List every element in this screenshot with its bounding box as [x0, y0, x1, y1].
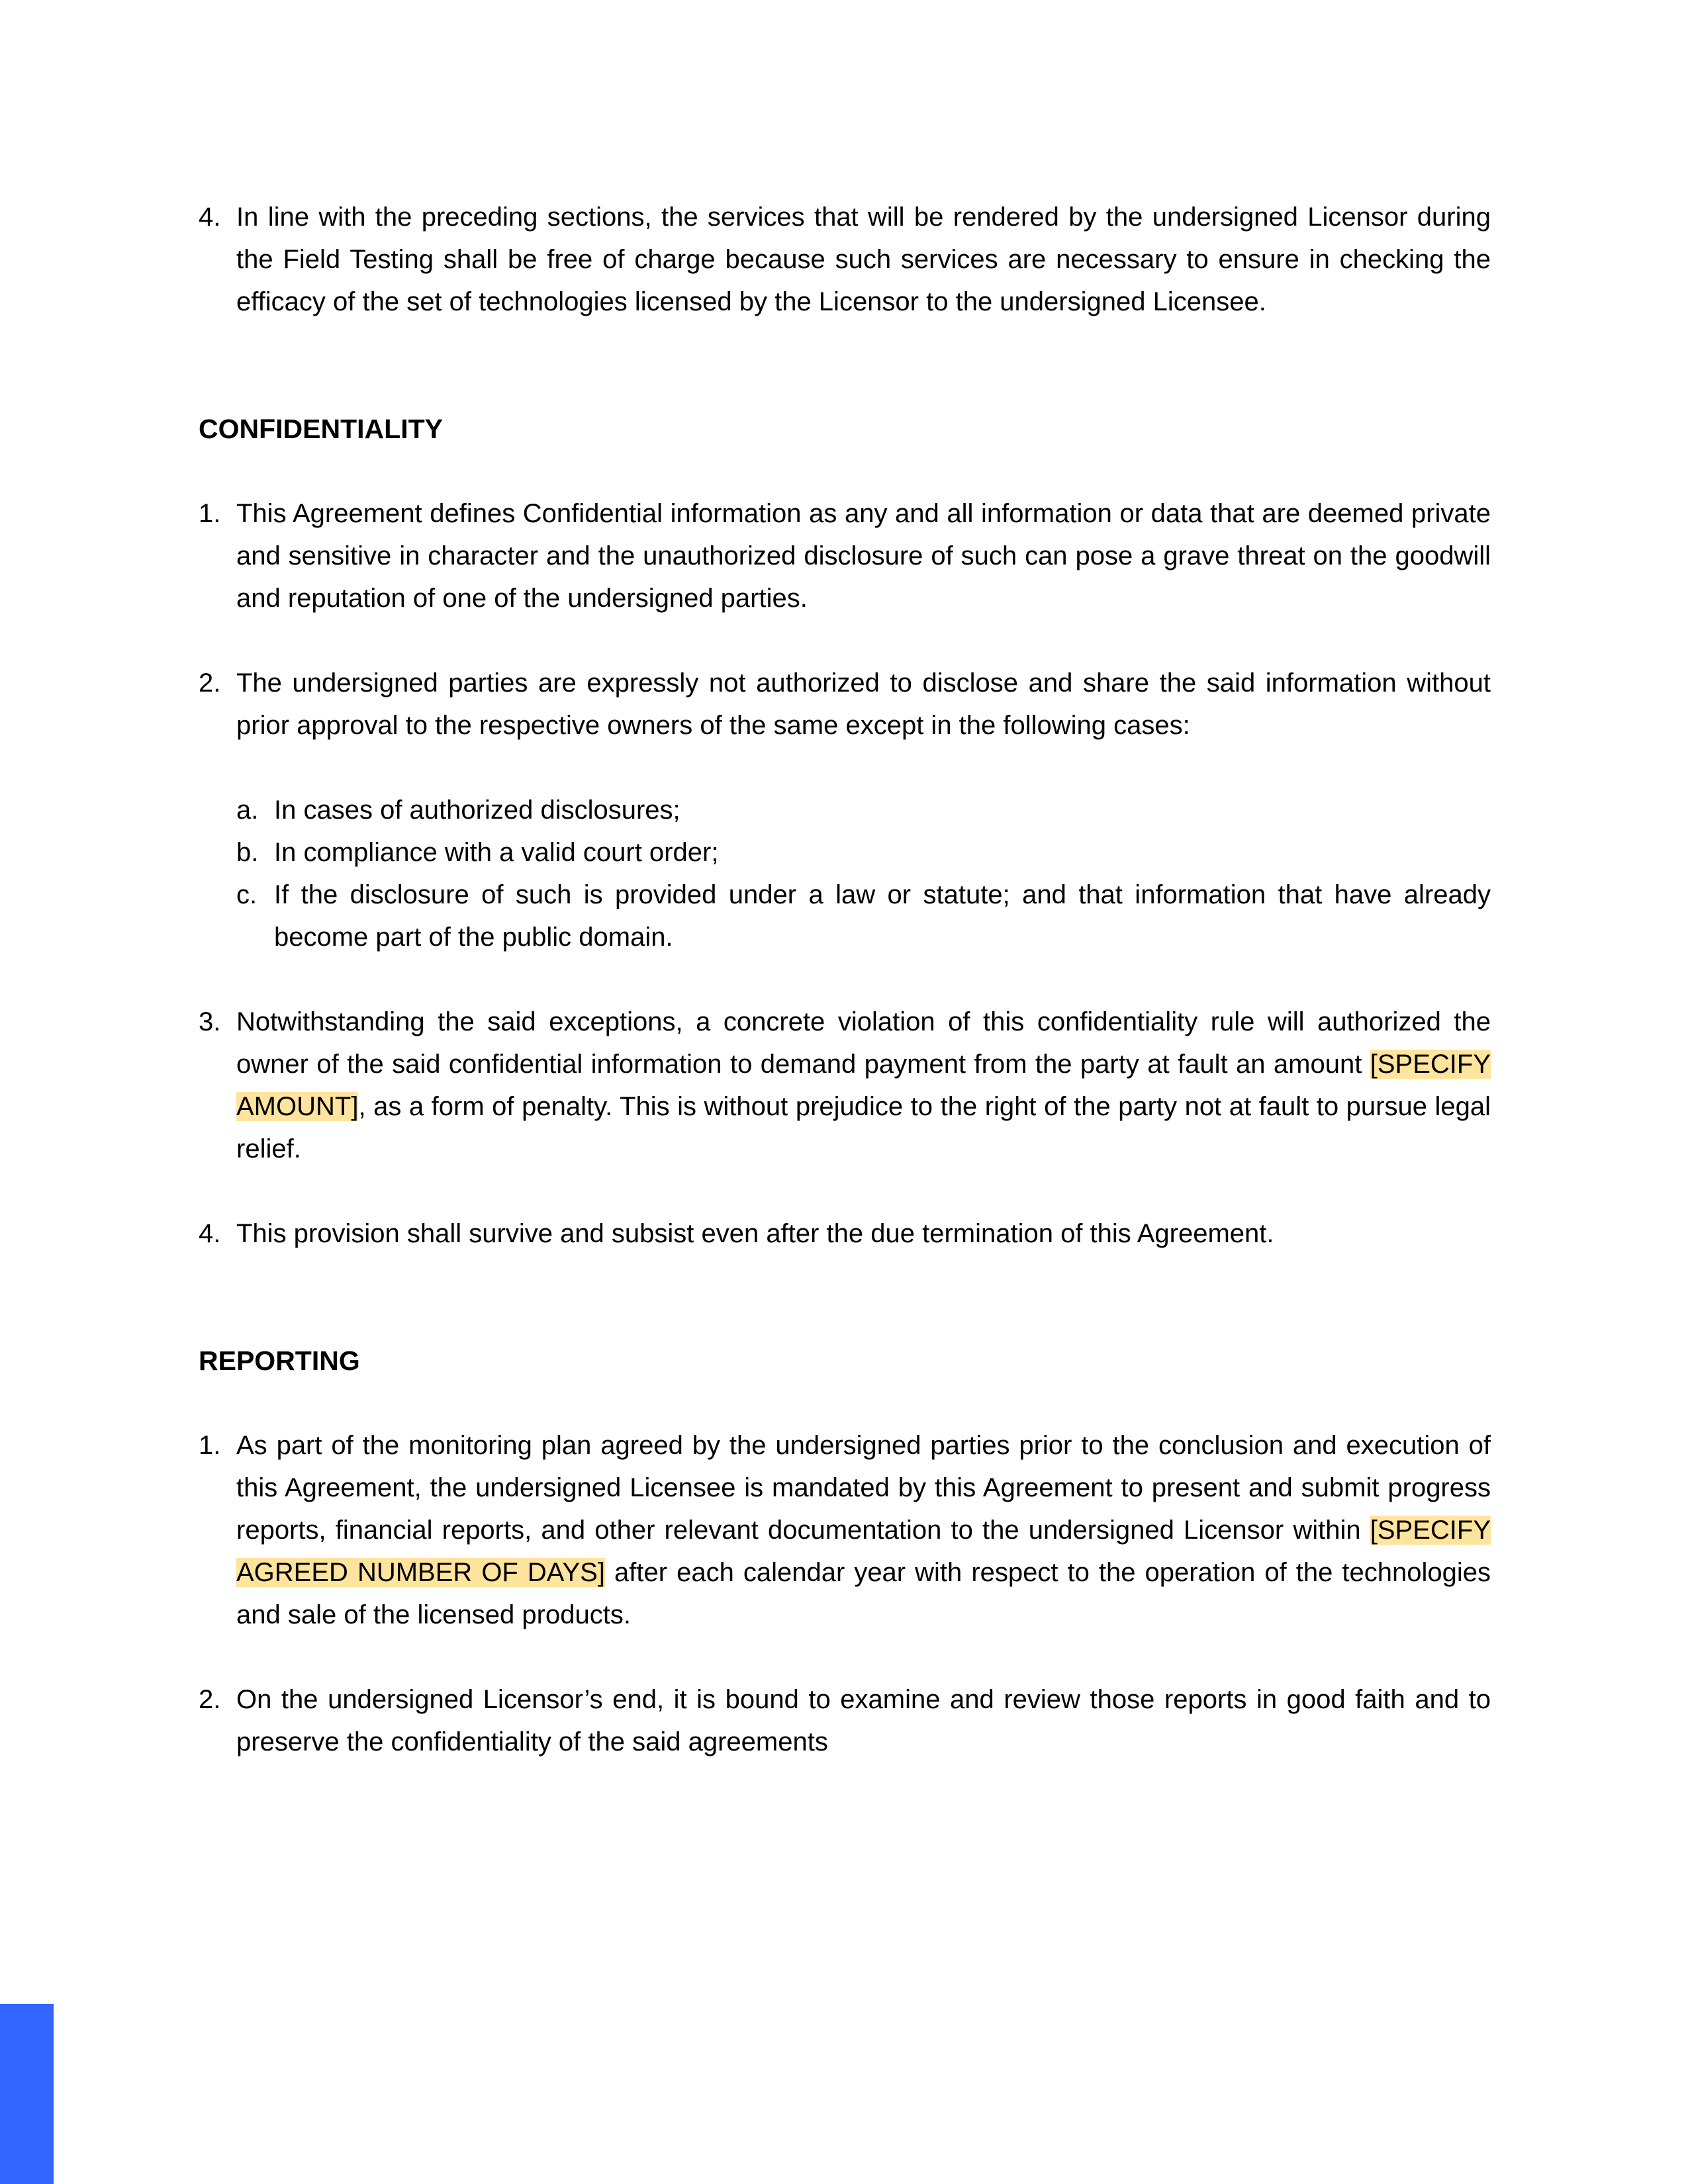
paragraph-text: In compliance with a valid court order;: [274, 838, 719, 867]
section-heading-reporting: REPORTING: [199, 1345, 360, 1376]
confidentiality-subitem-a: [199, 789, 1491, 831]
placeholder-highlight: [SPECIFY AMOUNT]: [236, 1050, 1491, 1121]
paragraph-text: after each calendar year with respect to the operation of the technologies and sale of the licensed products.: [236, 1558, 1491, 1629]
fieldtesting-item-4: [199, 196, 1491, 323]
list-number: 1.: [199, 1431, 221, 1460]
confidentiality-subitem-c: [199, 874, 1491, 958]
placeholder-highlight: [SPECIFY AGREED NUMBER OF DAYS]: [236, 1516, 1491, 1587]
confidentiality-item-1: [199, 492, 1491, 619]
confidentiality-item-3: [199, 1001, 1491, 1170]
paragraph-text: Notwithstanding the said exceptions, a concrete violation of this confidentiality rule will authorized the owner of the said confidential information to demand payment from the party at fault an amount: [236, 1007, 1491, 1079]
section-heading-confidentiality: CONFIDENTIALITY: [199, 414, 443, 444]
document-page: [199, 196, 1491, 1763]
paragraph-text: , as a form of penalty. This is without prejudice to the right of the party not at fault to pursue legal relief.: [236, 1092, 1491, 1163]
reporting-item-1: [199, 1424, 1491, 1636]
paragraph-text: As part of the monitoring plan agreed by the undersigned parties prior to the conclusion and execution of this Agreement, the undersigned Licensee is mandated by this Agreement to present and submit progress reports, financial reports, and other relevant documentation to the undersigned Licensor within: [236, 1431, 1491, 1545]
list-number: 4.: [199, 1219, 221, 1248]
decorative-accent-bar: [0, 2004, 54, 2184]
list-number: 4.: [199, 203, 221, 232]
paragraph-text: If the disclosure of such is provided under a law or statute; and that information that have already become part of the public domain.: [274, 880, 1491, 952]
paragraph-text: On the undersigned Licensor’s end, it is bound to examine and review those reports in good faith and to preserve the confidentiality of the said agreements: [236, 1685, 1491, 1756]
paragraph-text: This Agreement defines Confidential information as any and all information or data that are deemed private and sensitive in character and the unauthorized disclosure of such can pose a grave threat on the goodwill and reputation of one of the undersigned parties.: [236, 499, 1491, 613]
paragraph-text: This provision shall survive and subsist even after the due termination of this Agreement.: [236, 1219, 1274, 1248]
paragraph-text: In cases of authorized disclosures;: [274, 796, 680, 825]
list-number: 2.: [199, 1685, 221, 1714]
confidentiality-item-2: [199, 662, 1491, 747]
list-letter: c.: [236, 880, 258, 909]
paragraph-text: In line with the preceding sections, the services that will be rendered by the undersigned Licensor during the Field Testing shall be free of charge because such services are necessary to ensure in checking the efficacy of the set of technologies licensed by the Licensor to the undersigned Licensee.: [236, 203, 1491, 316]
confidentiality-subitem-b: [199, 831, 1491, 874]
reporting-item-2: [199, 1678, 1491, 1763]
list-letter: a.: [236, 796, 259, 825]
list-number: 1.: [199, 499, 221, 528]
confidentiality-item-4: [199, 1212, 1491, 1255]
list-number: 3.: [199, 1007, 221, 1036]
paragraph-text: The undersigned parties are expressly not authorized to disclose and share the said information without prior approval to the respective owners of the same except in the following cases:: [236, 668, 1491, 740]
list-number: 2.: [199, 668, 221, 698]
list-letter: b.: [236, 838, 259, 867]
